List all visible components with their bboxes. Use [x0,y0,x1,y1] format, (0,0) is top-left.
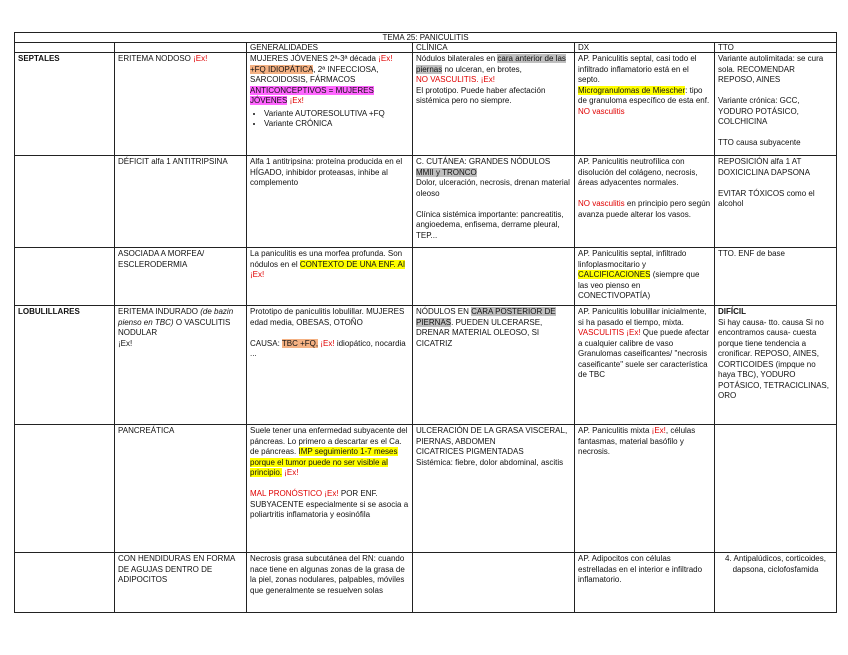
group-empty [15,248,115,306]
generalidades-cell: Prototipo de paniculitis lobulillar. MUJERES edad media, OBESAS, OTOÑO CAUSA: TBC +FQ, ¡Ex! idiopático, nocardia ... [247,306,413,425]
clinica-cell: Nódulos bilaterales en cara anterior de las piernas no ulceran, en brotes, NO VASCULITIS. ¡Ex! El prototipo. Puede haber afectación sistémica pero no siempre. [413,53,575,156]
header-clinica: CLÍNICA [413,43,575,53]
header-tto: TTO [715,43,837,53]
clinica-cell [413,553,575,613]
list-item: • Variante CRÓNICA [264,119,409,130]
clinica-cell [413,248,575,306]
tto-cell: 4. Antipalúdicos, corticoides, dapsona, ciclofosfamida [715,553,837,613]
list-item: • Variante AUTORESOLUTIVA +FQ [264,109,409,120]
paniculitis-table [14,32,837,613]
header-empty-1 [15,43,115,53]
table-row [15,425,837,553]
table-title: TEMA 25: PANICULITIS [15,33,837,43]
generalidades-cell: Necrosis grasa subcutánea del RN: cuando nace tiene en algunas zonas de la grasa de la piel, zonas nodulares, palpables, móviles que generalmente se resuelven solas [247,553,413,613]
group-lobulillares: LOBULILLARES [15,306,115,425]
tto-cell: DIFÍCIL Si hay causa- tto. causa Si no encontramos causa- cuesta porque tiene tendencia a cronificar. REPOSO, AINES, CORTICOIDES (impque no haya TBC), YODURO POTÁSICO, TETRACICLINAS, ORO [715,306,837,425]
header-row [15,43,837,53]
dx-cell: AP. Paniculitis neutrofílica con disolución del colágeno, necrosis, áreas adyacentes normales. NO vasculitis en principio pero según avanza puede alterar los vasos. [575,156,715,248]
row-name: CON HENDIDURAS EN FORMA DE AGUJAS DENTRO DE ADIPOCITOS [115,553,247,613]
row-name: ERITEMA NODOSO ¡Ex! [115,53,247,156]
row-name: ERITEMA INDURADO (de bazin pienso en TBC) O VASCULITIS NODULAR ¡Ex! [115,306,247,425]
generalidades-cell: Alfa 1 antitripsina: proteína producida en el HÍGADO, inhibidor proteasas, inhibe al complemento [247,156,413,248]
group-empty [15,425,115,553]
dx-cell: AP. Paniculitis mixta ¡Ex!, células fantasmas, material basófilo y necrosis. [575,425,715,553]
row-name: PANCREÁTICA [115,425,247,553]
table-row [15,553,837,613]
clinica-cell: NÓDULOS EN CARA POSTERIOR DE PIERNAS. PUEDEN ULCERARSE, DRENAR MATERIAL OLEOSO, SI CICATRIZ [413,306,575,425]
table-row [15,156,837,248]
table-row [15,306,837,425]
generalidades-cell: La paniculitis es una morfea profunda. Son nódulos en el CONTEXTO DE UNA ENF. AI ¡Ex! [247,248,413,306]
group-septales: SEPTALES [15,53,115,156]
table-row [15,248,837,306]
table-row [15,53,837,156]
dx-cell: AP. Adipocitos con células estrelladas en el interior e infiltrado inflamatorio. [575,553,715,613]
group-empty [15,156,115,248]
row-name: ASOCIADA A MORFEA/ ESCLERODERMIA [115,248,247,306]
row-name: DÉFICIT alfa 1 ANTITRIPSINA [115,156,247,248]
title-row [15,33,837,43]
tto-cell: TTO. ENF de base [715,248,837,306]
group-empty [15,553,115,613]
dx-cell: AP. Paniculitis septal, infiltrado linfoplasmocitario y CALCIFICACIONES (siempre que las veo pienso en CONECTIVOPATÍA) [575,248,715,306]
clinica-cell: C. CUTÁNEA: GRANDES NÓDULOS MMII y TRONCO Dolor, ulceración, necrosis, drenan material oleoso Clínica sistémica importante: pancreatitis, angioedema, enfisema, derrame pleural, TEP... [413,156,575,248]
generalidades-cell: Suele tener una enfermedad subyacente del páncreas. Lo primero a descartar es el Ca. de páncreas. IMP seguimiento 1-7 meses porque el tumor puede no ser visible al principio. ¡Ex! MAL PRONÓSTICO ¡Ex! POR ENF. SUBYACENTE especialmente si se asocia a poliartritis inflamatoria y eosinófila [247,425,413,553]
header-generalidades: GENERALIDADES [247,43,413,53]
dx-cell: AP. Paniculitis lobulillar inicialmente, si ha pasado el tiempo, mixta. VASCULITIS ¡Ex! Que puede afectar a cualquier calibre de vaso Granulomas caseificantes/ "necrosis caseificante" suele ser característica de TBC [575,306,715,425]
generalidades-cell: MUJERES JÓVENES 2ª-3ª década ¡Ex! +FQ IDIOPÁTICA, 2ª INFECCIOSA, SARCOIDOSIS, FÁRMACOS ANTICONCEPTIVOS = MUJERES JÓVENES ¡Ex! • Variante AUTORESOLUTIVA +FQ • Variante CRÓNICA [247,53,413,156]
tto-cell: Variante autolimitada: se cura sola. RECOMENDAR REPOSO, AINES Variante crónica: GCC, YODURO POTÁSICO, COLCHICINA TTO causa subyacente [715,53,837,156]
tto-cell: REPOSICIÓN alfa 1 AT DOXICICLINA DAPSONA EVITAR TÓXICOS como el alcohol [715,156,837,248]
tto-cell [715,425,837,553]
dx-cell: AP. Paniculitis septal, casi todo el infiltrado inflamatorio está en el septo. Microgranulomas de Miescher: tipo de granuloma específico de esta enf. NO vasculitis [575,53,715,156]
header-empty-2 [115,43,247,53]
header-dx: DX [575,43,715,53]
clinica-cell: ULCERACIÓN DE LA GRASA VISCERAL, PIERNAS, ABDOMEN CICATRICES PIGMENTADAS Sistémica: fiebre, dolor abdominal, ascitis [413,425,575,553]
